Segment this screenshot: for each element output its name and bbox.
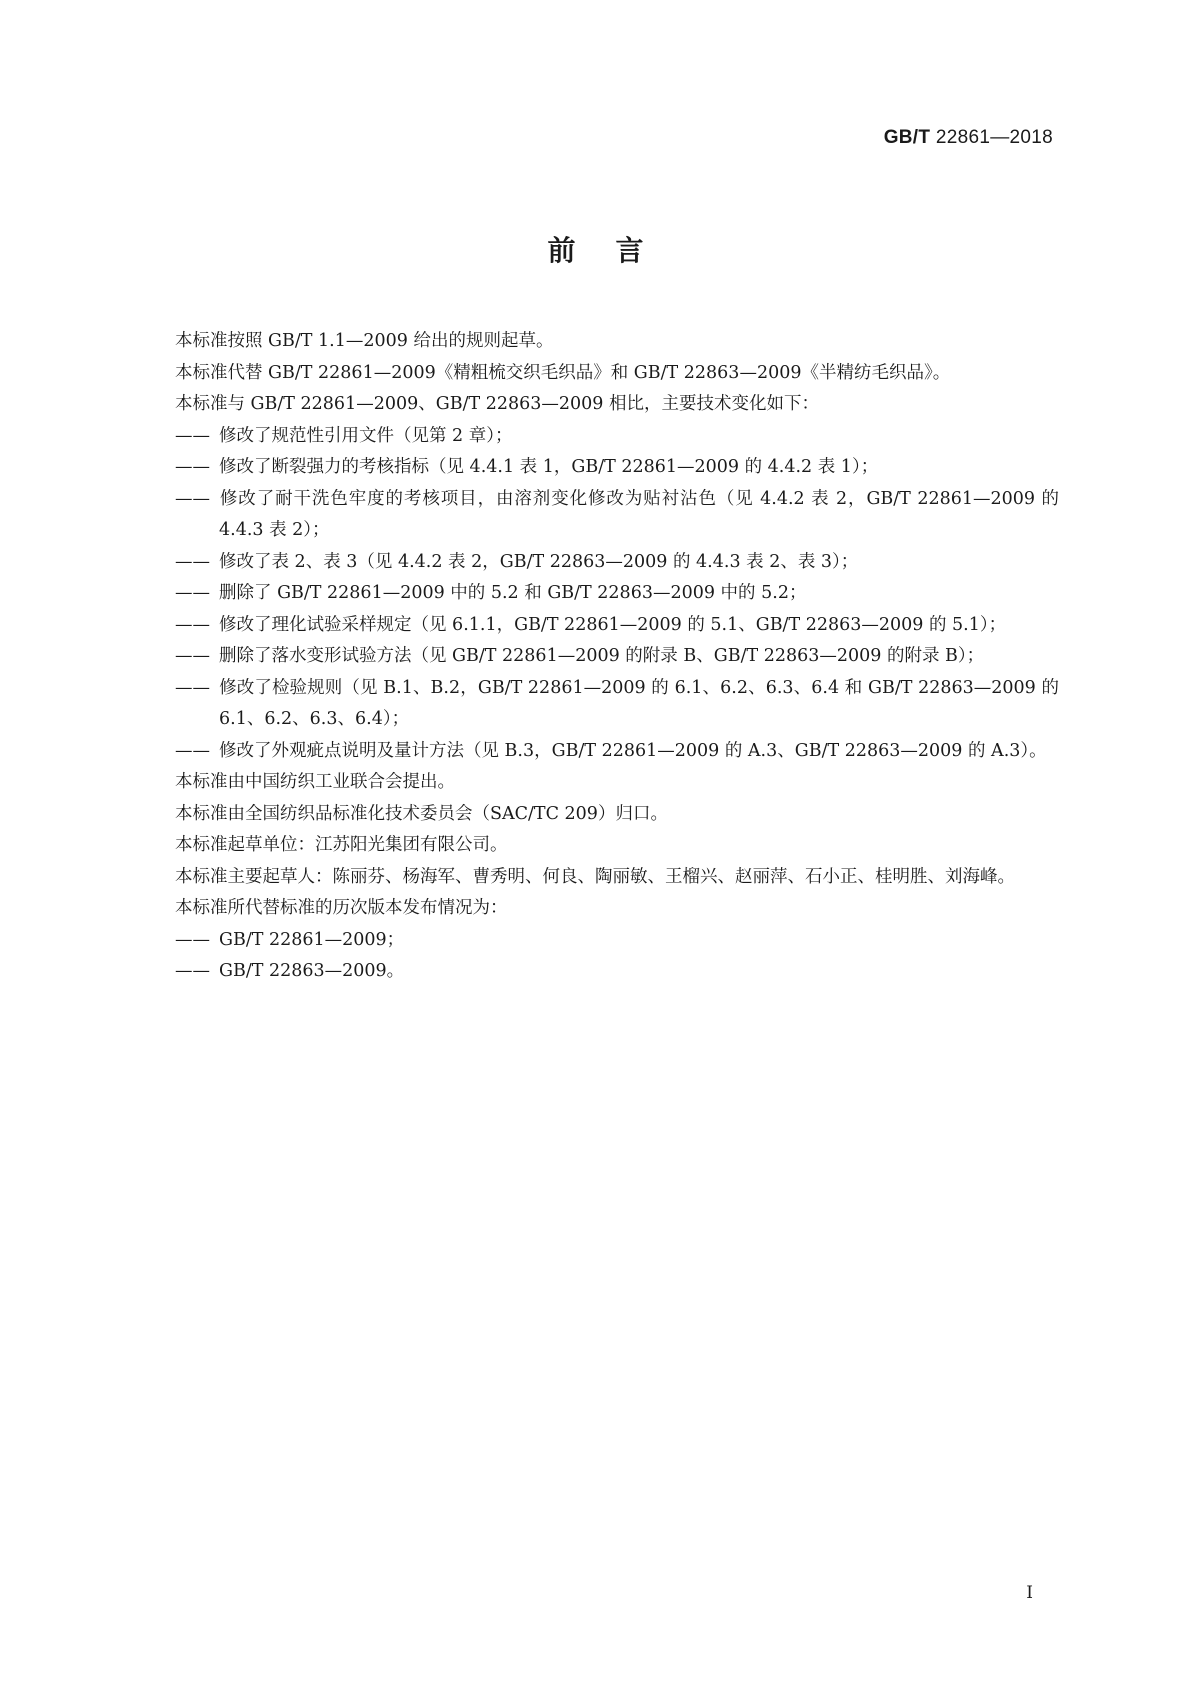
change-item (131, 641, 1059, 673)
standard-number: 22861—2018 (935, 127, 1053, 148)
paragraph-replacement: 本标准代替 GB/T 22861—2009《精粗梳交织毛织品》和 GB/T 22863—2009《半精纺毛织品》。 (175, 362, 951, 383)
change-item-text: 修改了外观疵点说明及量计方法（见 B.3，GB/T 22861—2009 的 A.3、GB/T 22863—2009 的 A.3）。 (219, 740, 1047, 761)
change-item-text: 删除了 GB/T 22861—2009 中的 5.2 和 GB/T 22863—2009 中的 5.2； (219, 583, 807, 603)
change-item-text: 修改了耐干洗色牢度的考核项目，由溶剂变化修改为贴衬沾色（见 4.4.2 表 2，GB/T 22861—2009 的 4.4.3 表 2）； (219, 488, 1059, 540)
dash-marker: —— (175, 488, 210, 509)
change-item (131, 547, 1059, 579)
dash-marker: —— (175, 646, 210, 666)
dash-marker: —— (175, 551, 210, 572)
previous-version-text: GB/T 22861—2009； (219, 929, 405, 950)
change-item-text: 修改了断裂强力的考核指标（见 4.4.1 表 1，GB/T 22861—2009 的 4.4.2 表 1）； (219, 457, 879, 477)
change-item-text: 修改了规范性引用文件（见第 2 章）； (219, 425, 513, 446)
paragraph-proposer: 本标准由中国纺织工业联合会提出。 (175, 772, 455, 792)
change-item-text: 删除了落水变形试验方法（见 GB/T 22861—2009 的附录 B、GB/T 22863—2009 的附录 B）； (219, 646, 985, 666)
change-item (131, 673, 1059, 736)
change-item (131, 736, 1059, 768)
dash-marker: —— (175, 961, 210, 981)
paragraph-previous-versions-intro: 本标准所代替标准的历次版本发布情况为： (175, 898, 508, 918)
page-number: I (1026, 1583, 1033, 1603)
change-item (131, 421, 1059, 453)
dash-marker: —— (175, 583, 210, 603)
paragraph-changes-intro: 本标准与 GB/T 22861—2009、GB/T 22863—2009 相比，主要技术变化如下： (175, 394, 819, 414)
dash-marker: —— (175, 457, 210, 477)
dash-marker: —— (175, 677, 210, 698)
standard-code-header (884, 127, 1053, 149)
page-title: 前言 (547, 234, 684, 267)
dash-marker: —— (175, 740, 210, 761)
paragraph-drafting-unit: 本标准起草单位：江苏阳光集团有限公司。 (175, 835, 508, 855)
paragraph-drafting-rules: 本标准按照 GB/T 1.1—2009 给出的规则起草。 (175, 331, 554, 351)
change-item-text: 修改了理化试验采样规定（见 6.1.1，GB/T 22861—2009 的 5.1、GB/T 22863—2009 的 5.1）； (219, 614, 1007, 635)
previous-version-item (131, 925, 1059, 957)
foreword-body (131, 326, 1059, 988)
change-item (131, 610, 1059, 642)
paragraph-drafters: 本标准主要起草人：陈丽芬、杨海军、曹秀明、何良、陶丽敏、王榴兴、赵丽萍、石小正、桂明胜、刘海峰。 (175, 866, 1015, 887)
previous-version-item (131, 956, 1059, 988)
change-item-text: 修改了表 2、表 3（见 4.4.2 表 2，GB/T 22863—2009 的 4.4.3 表 2、表 3）； (219, 551, 859, 572)
previous-version-text: GB/T 22863—2009。 (219, 961, 405, 981)
dash-marker: —— (175, 614, 210, 635)
paragraph-committee: 本标准由全国纺织品标准化技术委员会（SAC/TC 209）归口。 (175, 803, 668, 824)
change-item (131, 484, 1059, 547)
dash-marker: —— (175, 425, 210, 446)
standard-prefix: GB/T (883, 127, 931, 148)
change-item (131, 578, 1059, 610)
change-item-text: 修改了检验规则（见 B.1、B.2，GB/T 22861—2009 的 6.1、6.2、6.3、6.4 和 GB/T 22863—2009 的 6.1、6.2、6.3、6.4）； (219, 677, 1059, 729)
change-item (131, 452, 1059, 484)
dash-marker: —— (175, 929, 210, 950)
